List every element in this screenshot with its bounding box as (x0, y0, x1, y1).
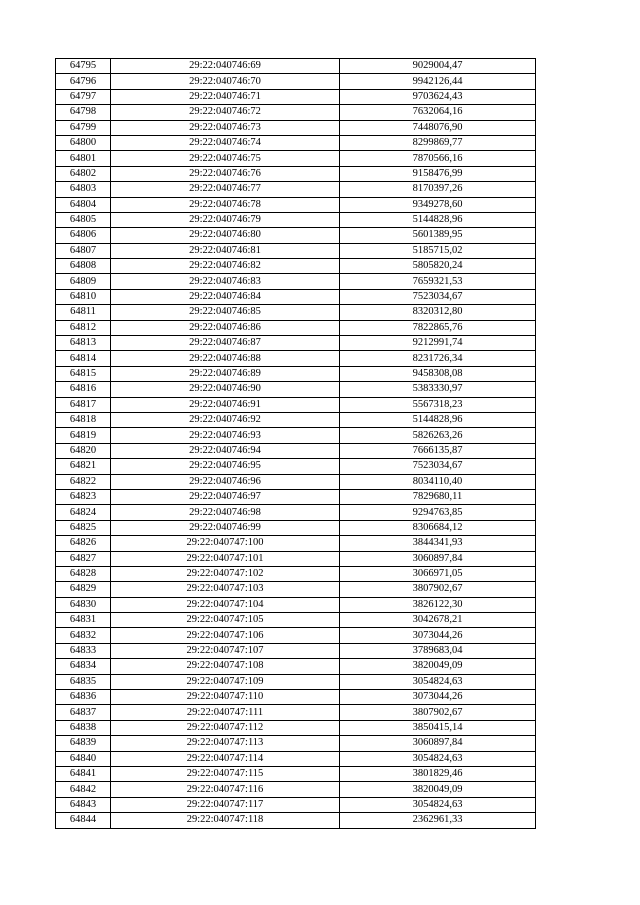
table-row (56, 597, 536, 612)
row-number-cell: 64807 (56, 243, 111, 258)
row-number-cell: 64805 (56, 212, 111, 227)
cadastral-number-cell: 29:22:040746:90 (111, 382, 340, 397)
cadastral-number-cell: 29:22:040746:98 (111, 505, 340, 520)
cadastral-number-cell: 29:22:040747:113 (111, 736, 340, 751)
row-number-cell: 64802 (56, 166, 111, 181)
cadastral-value-cell: 3820049,09 (340, 659, 536, 674)
cadastral-number-cell: 29:22:040747:109 (111, 674, 340, 689)
cadastral-number-cell: 29:22:040746:97 (111, 489, 340, 504)
table-row (56, 489, 536, 504)
cadastral-number-cell: 29:22:040746:84 (111, 289, 340, 304)
cadastral-number-cell: 29:22:040747:118 (111, 813, 340, 828)
table-row (56, 582, 536, 597)
cadastral-number-cell: 29:22:040747:114 (111, 751, 340, 766)
table-row (56, 228, 536, 243)
cadastral-value-cell: 5383330,97 (340, 382, 536, 397)
cadastral-value-cell: 7632064,16 (340, 105, 536, 120)
cadastral-number-cell: 29:22:040747:100 (111, 536, 340, 551)
row-number-cell: 64830 (56, 597, 111, 612)
cadastral-value-cell: 3042678,21 (340, 613, 536, 628)
table-row (56, 505, 536, 520)
row-number-cell: 64840 (56, 751, 111, 766)
table-row (56, 566, 536, 581)
row-number-cell: 64798 (56, 105, 111, 120)
cadastral-value-cell: 7659321,53 (340, 274, 536, 289)
cadastral-value-cell: 9703624,43 (340, 89, 536, 104)
row-number-cell: 64809 (56, 274, 111, 289)
row-number-cell: 64808 (56, 259, 111, 274)
row-number-cell: 64822 (56, 474, 111, 489)
cadastral-value-cell: 7523034,67 (340, 459, 536, 474)
cadastral-value-cell: 8299869,77 (340, 135, 536, 150)
table-row (56, 797, 536, 812)
cadastral-value-cell: 3826122,30 (340, 597, 536, 612)
table-row (56, 305, 536, 320)
row-number-cell: 64844 (56, 813, 111, 828)
cadastral-number-cell: 29:22:040746:77 (111, 182, 340, 197)
cadastral-value-cell: 8170397,26 (340, 182, 536, 197)
row-number-cell: 64841 (56, 766, 111, 781)
table-row (56, 474, 536, 489)
cadastral-value-cell: 9212991,74 (340, 336, 536, 351)
cadastral-value-cell: 3073044,26 (340, 628, 536, 643)
row-number-cell: 64816 (56, 382, 111, 397)
cadastral-number-cell: 29:22:040746:87 (111, 336, 340, 351)
cadastral-number-cell: 29:22:040747:110 (111, 690, 340, 705)
cadastral-value-cell: 8306684,12 (340, 520, 536, 535)
cadastral-number-cell: 29:22:040746:85 (111, 305, 340, 320)
cadastral-number-cell: 29:22:040747:112 (111, 720, 340, 735)
cadastral-value-cell: 3066971,05 (340, 566, 536, 581)
cadastral-number-cell: 29:22:040746:93 (111, 428, 340, 443)
row-number-cell: 64820 (56, 443, 111, 458)
row-number-cell: 64824 (56, 505, 111, 520)
row-number-cell: 64839 (56, 736, 111, 751)
table-row (56, 59, 536, 74)
table-row (56, 166, 536, 181)
cadastral-value-cell: 8320312,80 (340, 305, 536, 320)
cadastral-value-table (55, 58, 536, 829)
row-number-cell: 64821 (56, 459, 111, 474)
cadastral-number-cell: 29:22:040747:115 (111, 766, 340, 781)
table-row (56, 351, 536, 366)
table-row (56, 613, 536, 628)
cadastral-number-cell: 29:22:040746:80 (111, 228, 340, 243)
cadastral-number-cell: 29:22:040746:91 (111, 397, 340, 412)
cadastral-number-cell: 29:22:040747:108 (111, 659, 340, 674)
row-number-cell: 64817 (56, 397, 111, 412)
row-number-cell: 64812 (56, 320, 111, 335)
table-row (56, 736, 536, 751)
cadastral-number-cell: 29:22:040747:103 (111, 582, 340, 597)
table-row (56, 766, 536, 781)
cadastral-value-cell: 5826263,26 (340, 428, 536, 443)
table-row (56, 105, 536, 120)
cadastral-number-cell: 29:22:040747:111 (111, 705, 340, 720)
table-row (56, 551, 536, 566)
cadastral-number-cell: 29:22:040746:89 (111, 366, 340, 381)
row-number-cell: 64815 (56, 366, 111, 381)
row-number-cell: 64836 (56, 690, 111, 705)
table-row (56, 720, 536, 735)
row-number-cell: 64837 (56, 705, 111, 720)
cadastral-value-cell: 9029004,47 (340, 59, 536, 74)
cadastral-number-cell: 29:22:040746:88 (111, 351, 340, 366)
cadastral-value-cell: 9942126,44 (340, 74, 536, 89)
table-row (56, 705, 536, 720)
row-number-cell: 64827 (56, 551, 111, 566)
cadastral-number-cell: 29:22:040746:71 (111, 89, 340, 104)
row-number-cell: 64799 (56, 120, 111, 135)
table-row (56, 643, 536, 658)
cadastral-number-cell: 29:22:040747:105 (111, 613, 340, 628)
table-row (56, 243, 536, 258)
cadastral-number-cell: 29:22:040747:102 (111, 566, 340, 581)
cadastral-value-cell: 3060897,84 (340, 736, 536, 751)
row-number-cell: 64842 (56, 782, 111, 797)
row-number-cell: 64825 (56, 520, 111, 535)
row-number-cell: 64838 (56, 720, 111, 735)
cadastral-number-cell: 29:22:040746:94 (111, 443, 340, 458)
row-number-cell: 64797 (56, 89, 111, 104)
row-number-cell: 64801 (56, 151, 111, 166)
cadastral-value-cell: 3820049,09 (340, 782, 536, 797)
cadastral-value-cell: 5144828,96 (340, 212, 536, 227)
row-number-cell: 64804 (56, 197, 111, 212)
cadastral-value-cell: 5185715,02 (340, 243, 536, 258)
row-number-cell: 64835 (56, 674, 111, 689)
cadastral-number-cell: 29:22:040746:74 (111, 135, 340, 150)
row-number-cell: 64831 (56, 613, 111, 628)
cadastral-number-cell: 29:22:040746:73 (111, 120, 340, 135)
cadastral-number-cell: 29:22:040746:78 (111, 197, 340, 212)
cadastral-number-cell: 29:22:040747:117 (111, 797, 340, 812)
table-row (56, 813, 536, 828)
cadastral-number-cell: 29:22:040746:99 (111, 520, 340, 535)
cadastral-number-cell: 29:22:040747:106 (111, 628, 340, 643)
row-number-cell: 64795 (56, 59, 111, 74)
cadastral-value-cell: 3060897,84 (340, 551, 536, 566)
row-number-cell: 64818 (56, 412, 111, 427)
cadastral-value-cell: 3054824,63 (340, 674, 536, 689)
table-row (56, 366, 536, 381)
row-number-cell: 64796 (56, 74, 111, 89)
table-row (56, 120, 536, 135)
cadastral-value-cell: 7666135,87 (340, 443, 536, 458)
cadastral-value-cell: 7829680,11 (340, 489, 536, 504)
cadastral-value-cell: 9294763,85 (340, 505, 536, 520)
cadastral-number-cell: 29:22:040746:72 (111, 105, 340, 120)
cadastral-value-cell: 7870566,16 (340, 151, 536, 166)
cadastral-value-cell: 5805820,24 (340, 259, 536, 274)
table-row (56, 74, 536, 89)
row-number-cell: 64832 (56, 628, 111, 643)
table-row (56, 182, 536, 197)
table-row (56, 690, 536, 705)
table-row (56, 151, 536, 166)
table-row (56, 428, 536, 443)
cadastral-value-cell: 3054824,63 (340, 751, 536, 766)
cadastral-value-cell: 3054824,63 (340, 797, 536, 812)
row-number-cell: 64811 (56, 305, 111, 320)
cadastral-value-cell: 3801829,46 (340, 766, 536, 781)
table-row (56, 197, 536, 212)
row-number-cell: 64803 (56, 182, 111, 197)
cadastral-value-cell: 7822865,76 (340, 320, 536, 335)
cadastral-number-cell: 29:22:040746:92 (111, 412, 340, 427)
row-number-cell: 64826 (56, 536, 111, 551)
cadastral-value-cell: 3844341,93 (340, 536, 536, 551)
row-number-cell: 64834 (56, 659, 111, 674)
cadastral-value-cell: 3073044,26 (340, 690, 536, 705)
table-row (56, 751, 536, 766)
row-number-cell: 64813 (56, 336, 111, 351)
cadastral-number-cell: 29:22:040746:70 (111, 74, 340, 89)
table-row (56, 382, 536, 397)
cadastral-number-cell: 29:22:040747:104 (111, 597, 340, 612)
row-number-cell: 64806 (56, 228, 111, 243)
row-number-cell: 64829 (56, 582, 111, 597)
cadastral-value-cell: 5144828,96 (340, 412, 536, 427)
cadastral-value-cell: 9158476,99 (340, 166, 536, 181)
table-row (56, 674, 536, 689)
cadastral-number-cell: 29:22:040747:107 (111, 643, 340, 658)
table-row (56, 443, 536, 458)
row-number-cell: 64843 (56, 797, 111, 812)
table-row (56, 782, 536, 797)
table-row (56, 259, 536, 274)
cadastral-number-cell: 29:22:040746:79 (111, 212, 340, 227)
table-row (56, 289, 536, 304)
cadastral-value-cell: 8034110,40 (340, 474, 536, 489)
table-row (56, 274, 536, 289)
cadastral-number-cell: 29:22:040746:82 (111, 259, 340, 274)
cadastral-value-cell: 9458308,08 (340, 366, 536, 381)
cadastral-number-cell: 29:22:040746:69 (111, 59, 340, 74)
cadastral-value-cell: 9349278,60 (340, 197, 536, 212)
cadastral-number-cell: 29:22:040746:75 (111, 151, 340, 166)
table-row (56, 320, 536, 335)
cadastral-value-cell: 8231726,34 (340, 351, 536, 366)
cadastral-value-cell: 3807902,67 (340, 705, 536, 720)
cadastral-value-cell: 3807902,67 (340, 582, 536, 597)
cadastral-number-cell: 29:22:040746:76 (111, 166, 340, 181)
cadastral-number-cell: 29:22:040746:95 (111, 459, 340, 474)
row-number-cell: 64833 (56, 643, 111, 658)
table-row (56, 397, 536, 412)
table-row (56, 659, 536, 674)
table-row (56, 536, 536, 551)
cadastral-number-cell: 29:22:040747:101 (111, 551, 340, 566)
table-row (56, 336, 536, 351)
cadastral-number-cell: 29:22:040746:86 (111, 320, 340, 335)
row-number-cell: 64823 (56, 489, 111, 504)
row-number-cell: 64800 (56, 135, 111, 150)
cadastral-number-cell: 29:22:040746:96 (111, 474, 340, 489)
row-number-cell: 64814 (56, 351, 111, 366)
table-row (56, 459, 536, 474)
cadastral-value-cell: 2362961,33 (340, 813, 536, 828)
row-number-cell: 64828 (56, 566, 111, 581)
cadastral-value-cell: 7448076,90 (340, 120, 536, 135)
cadastral-value-cell: 3850415,14 (340, 720, 536, 735)
table-row (56, 628, 536, 643)
cadastral-value-cell: 3789683,04 (340, 643, 536, 658)
table-row (56, 212, 536, 227)
table-row (56, 520, 536, 535)
cadastral-value-cell: 5601389,95 (340, 228, 536, 243)
table-body (56, 59, 536, 829)
table-row (56, 135, 536, 150)
cadastral-number-cell: 29:22:040746:83 (111, 274, 340, 289)
cadastral-number-cell: 29:22:040746:81 (111, 243, 340, 258)
table-row (56, 412, 536, 427)
row-number-cell: 64819 (56, 428, 111, 443)
table-row (56, 89, 536, 104)
cadastral-value-cell: 7523034,67 (340, 289, 536, 304)
cadastral-number-cell: 29:22:040747:116 (111, 782, 340, 797)
cadastral-value-cell: 5567318,23 (340, 397, 536, 412)
row-number-cell: 64810 (56, 289, 111, 304)
